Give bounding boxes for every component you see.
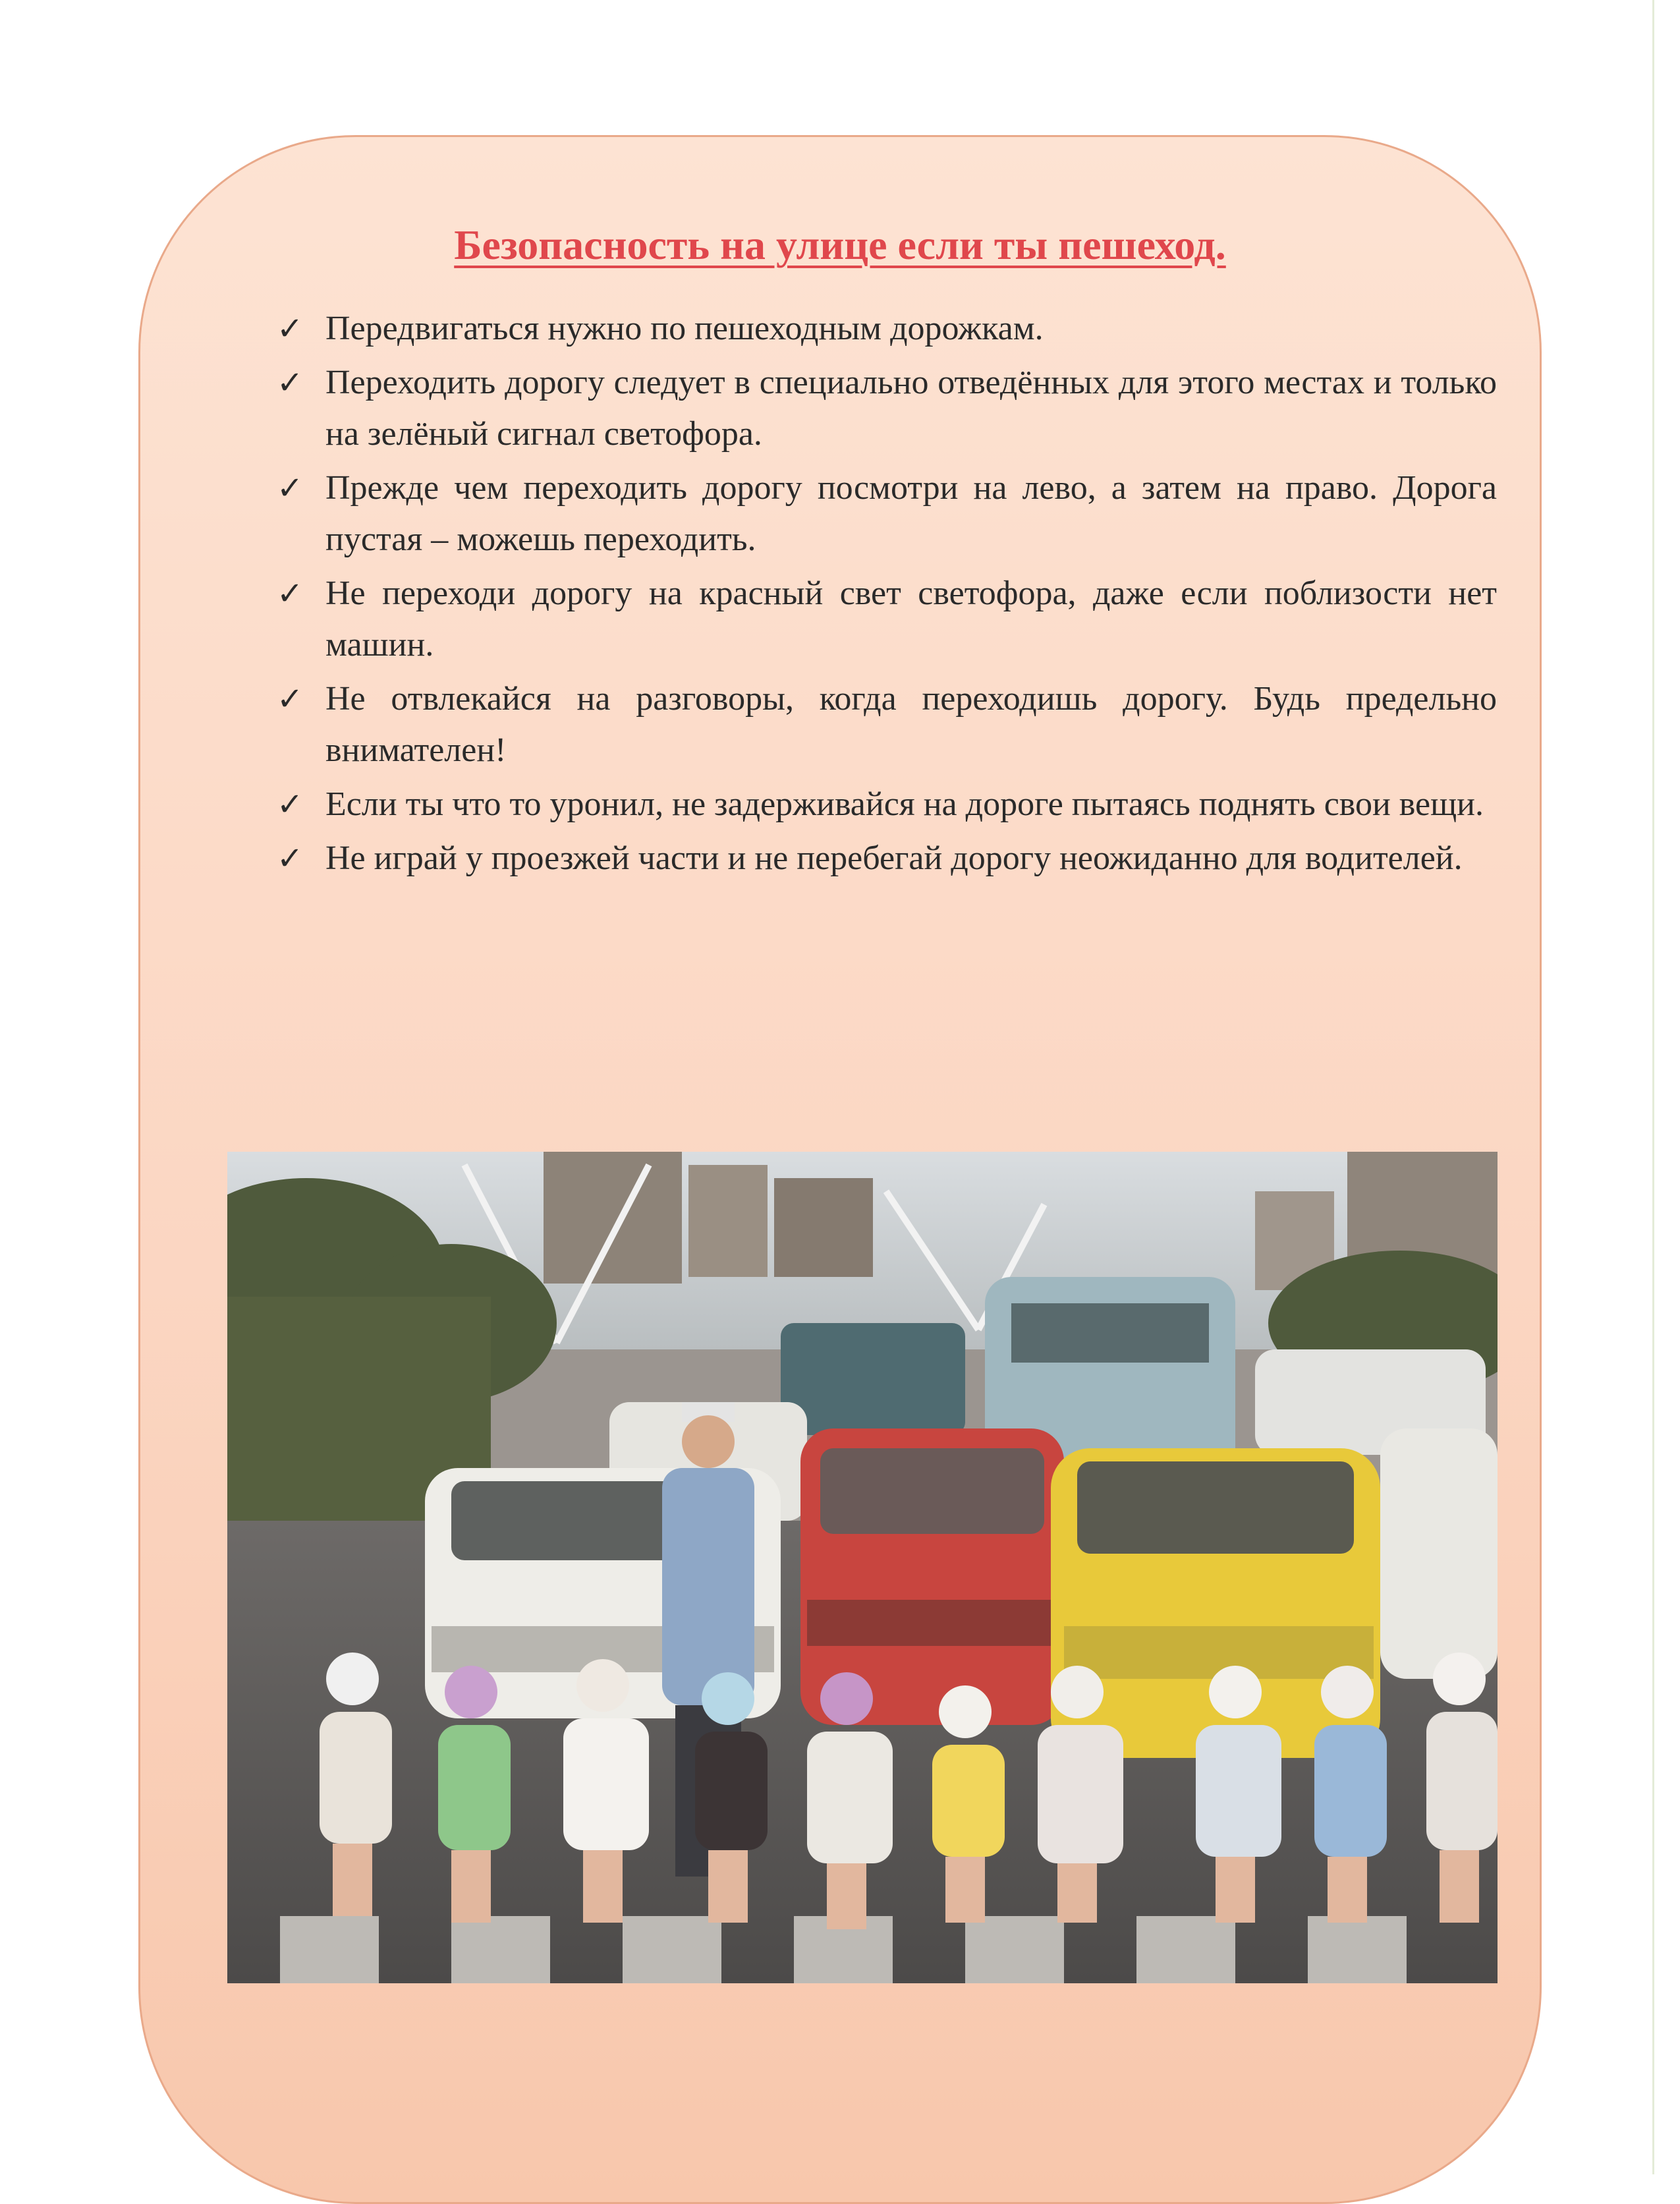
list-item — [277, 779, 1497, 830]
rule-text: Передвигаться нужно по пешеходным дорожкам. — [325, 310, 1044, 347]
list-item — [277, 303, 1497, 354]
list-item — [277, 568, 1497, 671]
rule-text: Переходить дорогу следует в специально отведённых для этого местах и только на зелёный сигнал светофора. — [325, 364, 1497, 453]
rule-text: Прежде чем переходить дорогу посмотри на лево, а затем на право. Дорога пустая – можешь переходить. — [325, 469, 1497, 558]
photo-illustration — [227, 1152, 1498, 1983]
page-title: Безопасность на улице если ты пешеход. — [454, 221, 1226, 268]
white-car-right — [1380, 1428, 1498, 1679]
check-icon: ✓ — [277, 681, 304, 718]
rule-text: Не играй у проезжей части и не перебегай дорогу неожиданно для водителей. — [325, 839, 1463, 877]
rule-text: Если ты что то уронил, не задерживайся на дороге пытаясь поднять свои вещи. — [325, 785, 1484, 823]
check-icon: ✓ — [277, 575, 304, 612]
check-icon: ✓ — [277, 310, 304, 347]
check-icon: ✓ — [277, 470, 304, 507]
rules-list — [277, 303, 1497, 887]
rule-text: Не переходи дорогу на красный свет светофора, даже если поблизости нет машин. — [325, 575, 1497, 664]
check-icon: ✓ — [277, 786, 304, 823]
list-item — [277, 673, 1497, 776]
children-crossing-street-photo — [227, 1152, 1498, 1983]
check-icon: ✓ — [277, 840, 304, 877]
list-item — [277, 833, 1497, 884]
check-icon: ✓ — [277, 364, 304, 401]
rule-text: Не отвлекайся на разговоры, когда переходишь дорогу. Будь предельно внимателен! — [325, 680, 1497, 769]
list-item — [277, 463, 1497, 565]
page-edge — [1652, 0, 1654, 2174]
list-item — [277, 357, 1497, 460]
